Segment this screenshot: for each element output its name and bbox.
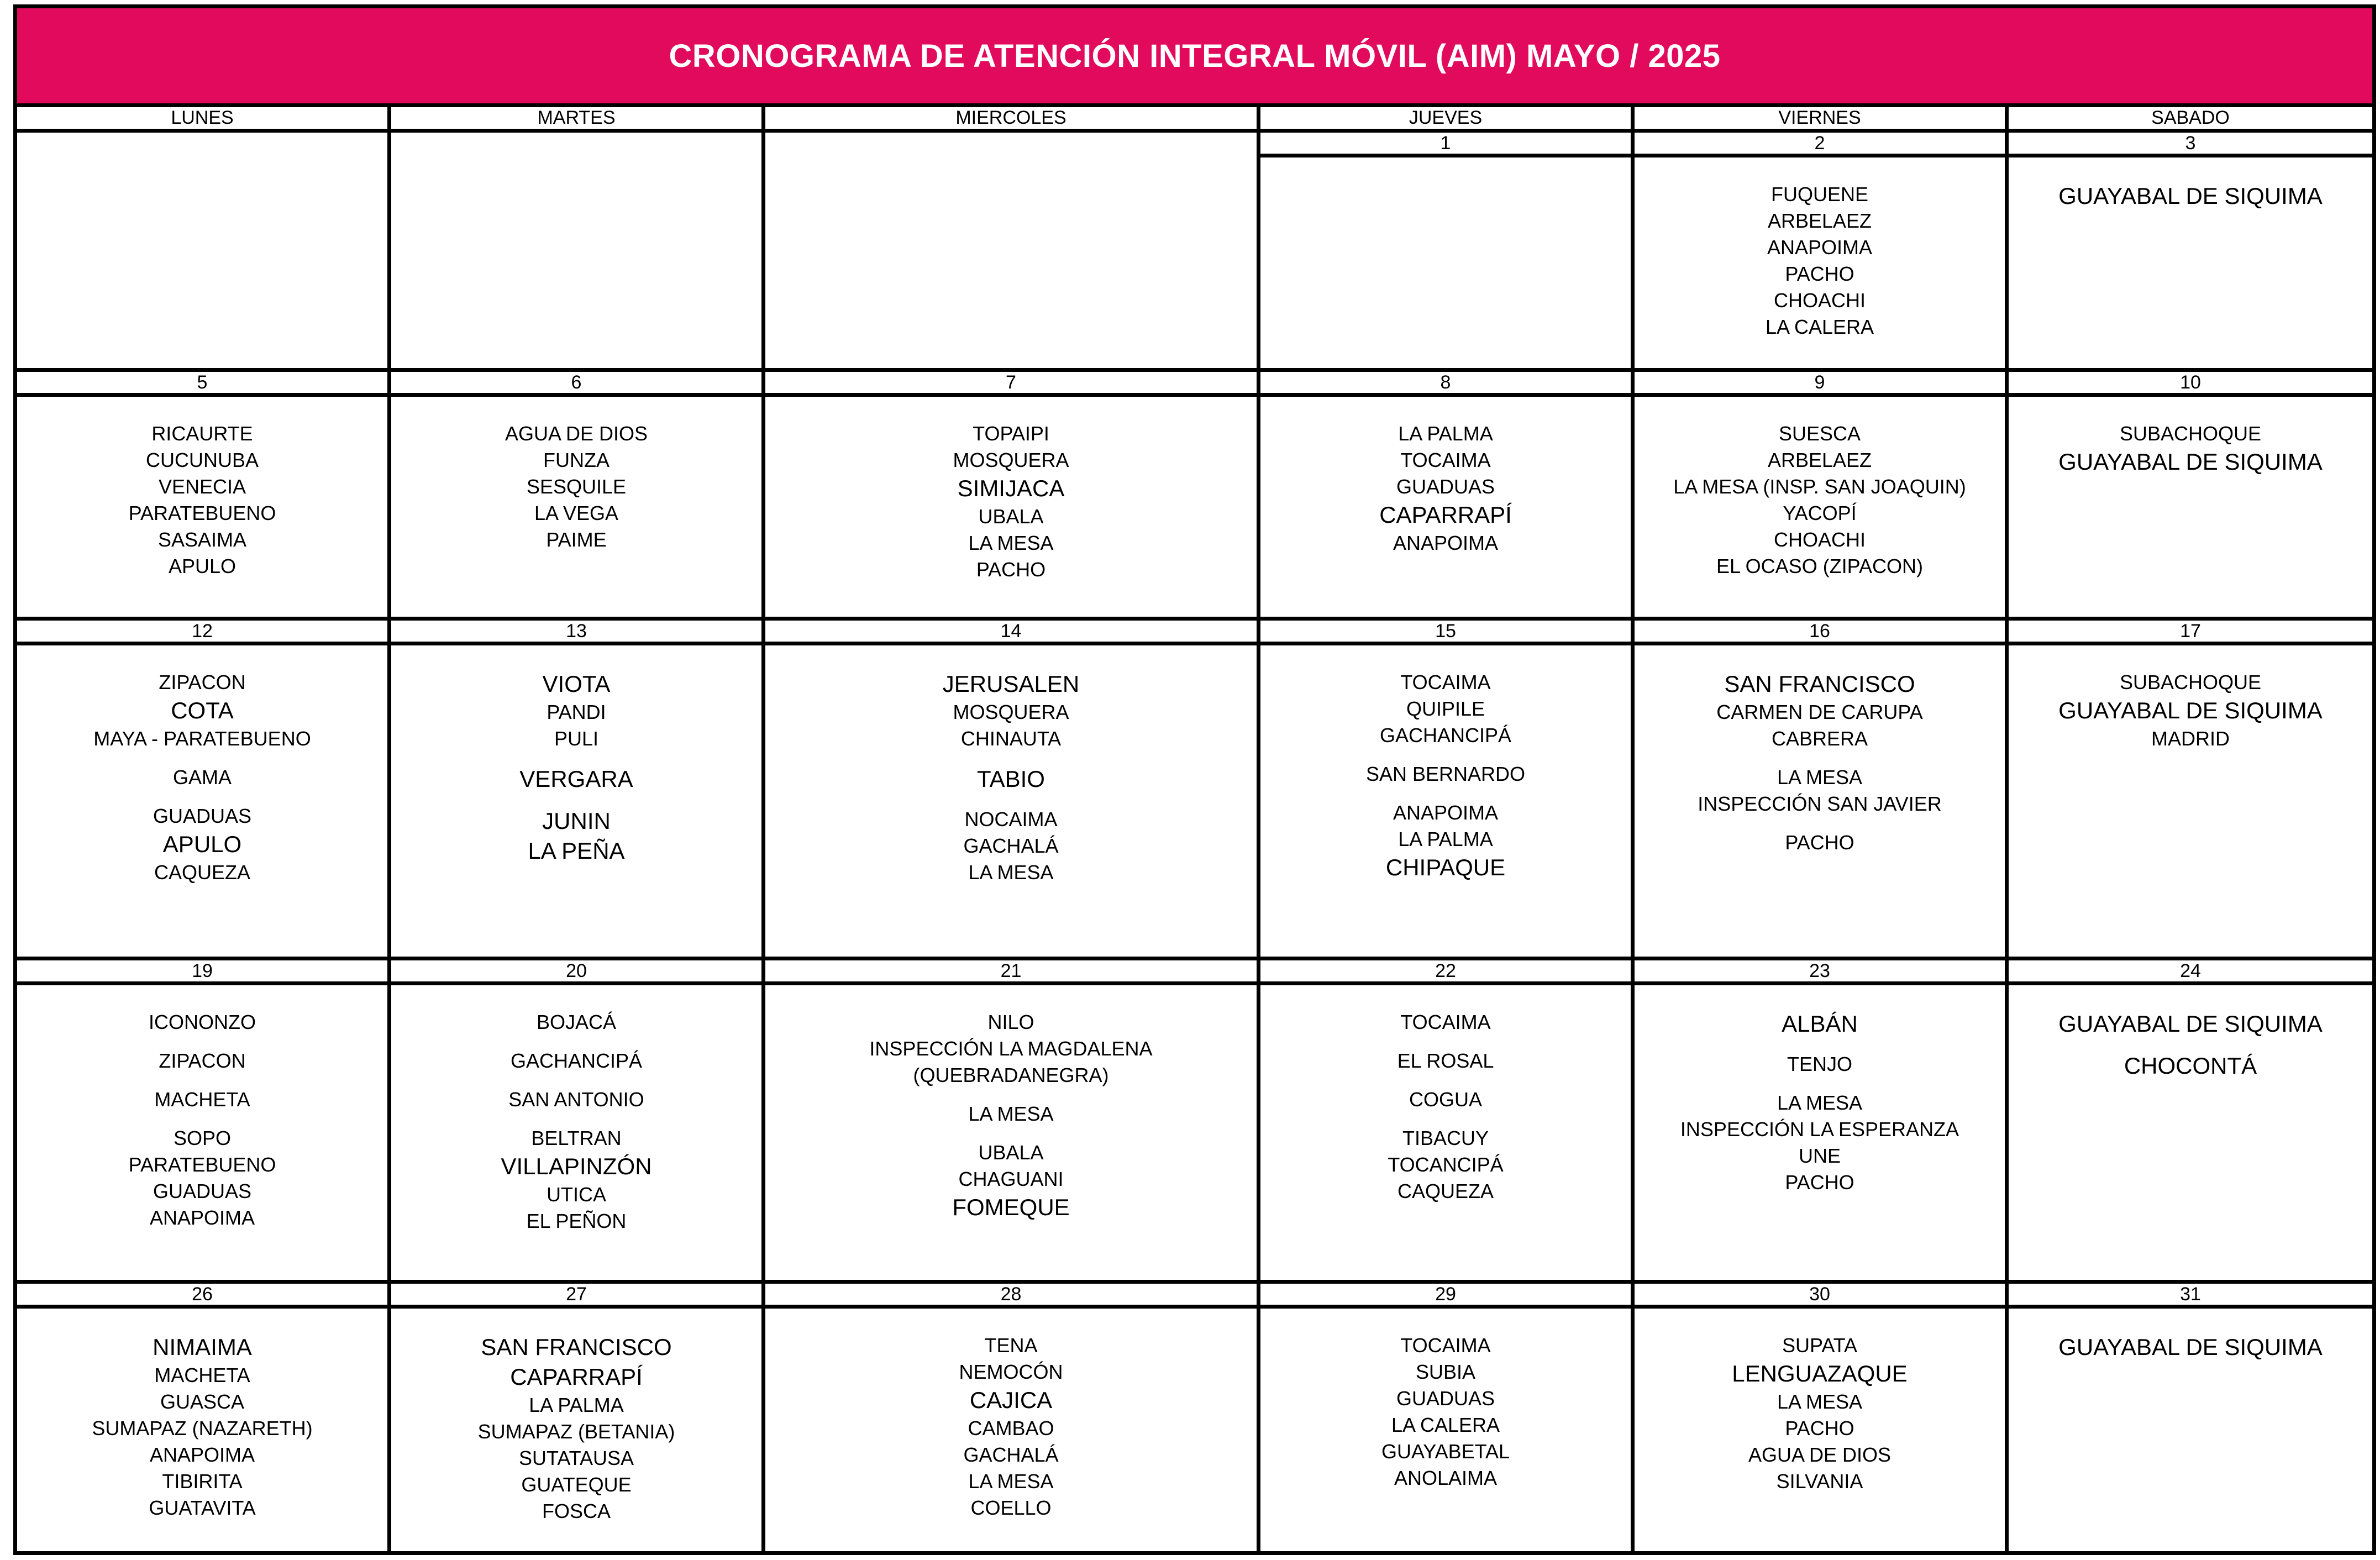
places-list [765, 669, 1257, 886]
place-name: INSPECCIÓN SAN JAVIER [1698, 792, 1942, 815]
place-name: MACHETA [154, 1088, 250, 1111]
place-name: SAN FRANCISCO [1724, 671, 1915, 697]
place-name: SIMIJACA [957, 475, 1065, 501]
place-name: GUADUAS [153, 1180, 252, 1202]
place-name: TIBACUY [1402, 1127, 1489, 1149]
title-bar [17, 8, 2372, 107]
day-cell [17, 960, 391, 1284]
day-number: 29 [1260, 1284, 1631, 1309]
place-name: PACHO [1785, 831, 1854, 854]
places-list [2009, 669, 2372, 752]
place-name: CHAGUANI [958, 1168, 1064, 1190]
place-name: CAMBAO [968, 1417, 1054, 1440]
day-cell [765, 960, 1260, 1284]
day-number: 8 [1260, 372, 1631, 397]
day-number: 17 [2009, 621, 2372, 645]
places-list [2009, 1332, 2372, 1362]
place-name: LA PALMA [529, 1394, 624, 1416]
day-name-miercoles: MIERCOLES [765, 107, 1260, 129]
places-list [765, 421, 1257, 583]
place-name: CAQUEZA [1397, 1180, 1494, 1202]
place-name: PULI [554, 727, 599, 750]
day-cell [1260, 372, 1635, 621]
place-name: PARATEBUENO [128, 502, 276, 524]
places-list [765, 1332, 1257, 1521]
place-name: CAJICA [969, 1387, 1053, 1413]
places-list [1260, 669, 1631, 883]
place-name: LA MESA [968, 861, 1054, 884]
place-name: FOMEQUE [952, 1194, 1070, 1220]
place-name: GUAYABETAL [1381, 1440, 1510, 1463]
week-divider [17, 617, 2372, 621]
week-divider [17, 368, 2372, 372]
place-name: JERUSALEN [942, 671, 1080, 697]
place-name: BOJACÁ [536, 1011, 617, 1033]
place-name: SUESCA [1778, 422, 1861, 445]
place-name: ANAPOIMA [1393, 801, 1499, 824]
place-name: GUAYABAL DE SIQUIMA [2058, 1011, 2323, 1037]
place-name: SILVANIA [1776, 1470, 1863, 1493]
place-name: GUADUAS [1396, 1387, 1495, 1410]
place-name: GACHALÁ [963, 834, 1059, 857]
places-list [391, 1009, 761, 1235]
day-number: 24 [2009, 960, 2372, 985]
place-name: NILO [987, 1011, 1034, 1033]
day-cell [2009, 621, 2372, 960]
places-list [2009, 1009, 2372, 1081]
place-name: TENA [984, 1334, 1038, 1357]
place-name: LA MESA [968, 1102, 1054, 1125]
place-name: CAPARRAPÍ [1379, 502, 1512, 528]
day-number: 12 [17, 621, 387, 645]
place-name: LA CALERA [1765, 316, 1874, 338]
day-cell [1635, 960, 2009, 1284]
place-name: ANAPOIMA [1393, 532, 1499, 554]
place-name: INSPECCIÓN LA ESPERANZA [1680, 1118, 1959, 1141]
day-number: 5 [17, 372, 387, 397]
place-name: SUMAPAZ (NAZARETH) [92, 1417, 313, 1440]
place-name: UBALA [978, 1141, 1044, 1164]
place-name: SUTATAUSA [518, 1447, 634, 1469]
day-number: 30 [1635, 1284, 2005, 1309]
day-number: 26 [17, 1284, 387, 1309]
place-name: ANOLAIMA [1394, 1467, 1498, 1489]
week-divider [17, 1280, 2372, 1284]
place-name: GACHANCIPÁ [510, 1049, 643, 1072]
day-cell [17, 621, 391, 960]
place-name: CABRERA [1771, 727, 1868, 750]
place-name: CARMEN DE CARUPA [1716, 701, 1923, 723]
day-cell [765, 133, 1260, 372]
place-name: GUAYABAL DE SIQUIMA [2058, 449, 2323, 475]
place-name: PACHO [1785, 1171, 1854, 1194]
day-cell [765, 372, 1260, 621]
day-cell [391, 960, 765, 1284]
place-name: TENJO [1787, 1053, 1852, 1075]
place-name: ARBELAEZ [1767, 209, 1872, 232]
places-list [2009, 421, 2372, 477]
day-cell [1260, 960, 1635, 1284]
place-name: COGUA [1409, 1088, 1482, 1111]
day-cell [765, 621, 1260, 960]
place-name: ANAPOIMA [1767, 236, 1873, 259]
day-cell [1260, 621, 1635, 960]
places-list [391, 669, 761, 866]
place-name: TABIO [977, 766, 1045, 792]
place-name: TOPAIPI [973, 422, 1049, 445]
place-name: LA MESA (INSP. SAN JOAQUIN) [1673, 475, 1966, 498]
place-name: SAN ANTONIO [508, 1088, 644, 1111]
day-name-sabado: SABADO [2151, 107, 2230, 128]
place-name: GUASCA [160, 1390, 245, 1413]
day-cell [1260, 133, 1635, 372]
place-name: FOSCA [542, 1500, 611, 1522]
place-name: JUNIN [542, 808, 611, 834]
day-cell [17, 372, 391, 621]
place-name: CHOCONTÁ [2124, 1053, 2257, 1079]
places-list [1260, 1009, 1631, 1205]
day-cell [1635, 621, 2009, 960]
day-number: 21 [765, 960, 1257, 985]
place-name: SOPO [173, 1127, 232, 1149]
place-name: SUBIA [1415, 1361, 1476, 1383]
places-list [391, 1332, 761, 1525]
place-name: GUATEQUE [521, 1473, 632, 1496]
place-name: MACHETA [154, 1364, 250, 1386]
place-name: EL ROSAL [1397, 1049, 1494, 1072]
place-name: PANDI [547, 701, 606, 723]
places-list [2009, 181, 2372, 211]
place-name: LA MESA [968, 1470, 1054, 1493]
place-name: VERGARA [519, 766, 633, 792]
week-row [17, 133, 2372, 372]
place-name: CHIPAQUE [1385, 854, 1506, 880]
place-name: AGUA DE DIOS [505, 422, 648, 445]
day-name-lunes: LUNES [17, 107, 391, 129]
place-name: LA MESA [968, 532, 1054, 554]
place-name: SUBACHOQUE [2119, 422, 2262, 445]
place-name: ZIPACON [159, 671, 246, 694]
day-cell [2009, 1284, 2372, 1551]
place-name: SASAIMA [157, 528, 247, 551]
day-cell [765, 1284, 1260, 1551]
day-cell [1260, 1284, 1635, 1551]
place-name: SUPATA [1782, 1334, 1858, 1357]
place-name: SESQUILE [526, 475, 627, 498]
places-list [1635, 421, 2005, 580]
place-name: ALBÁN [1782, 1011, 1858, 1037]
day-number: 6 [391, 372, 761, 397]
place-name: PARATEBUENO [128, 1153, 276, 1176]
places-list [1635, 1009, 2005, 1196]
place-name: INSPECCIÓN LA MAGDALENA [869, 1037, 1153, 1060]
day-cell [2009, 960, 2372, 1284]
page-title: CRONOGRAMA DE ATENCIÓN INTEGRAL MÓVIL (AIM) MAYO / 2025 [669, 38, 1721, 74]
place-name: TOCANCIPÁ [1388, 1153, 1504, 1176]
day-name-jueves: JUEVES [1260, 107, 1635, 129]
week-row [17, 372, 2372, 621]
place-name: SAN FRANCISCO [481, 1334, 672, 1360]
day-number: 22 [1260, 960, 1631, 985]
week-row [17, 621, 2372, 960]
place-name: VIOTA [542, 671, 611, 697]
place-name: FUNZA [543, 449, 610, 471]
places-list [391, 421, 761, 553]
day-number: 3 [2009, 133, 2372, 157]
place-name: GUAYABAL DE SIQUIMA [2058, 183, 2323, 209]
place-name: CUCUNUBA [145, 449, 259, 471]
place-name: YACOPÍ [1783, 502, 1857, 524]
day-cell [2009, 133, 2372, 372]
places-list [17, 669, 387, 886]
day-cell [1635, 1284, 2009, 1551]
week-divider [17, 957, 2372, 960]
place-name: ANAPOIMA [149, 1206, 255, 1229]
day-number: 13 [391, 621, 761, 645]
place-name: VENECIA [158, 475, 246, 498]
day-number: 16 [1635, 621, 2005, 645]
places-list [1635, 1332, 2005, 1495]
place-name: UNE [1798, 1144, 1841, 1167]
day-cell [2009, 372, 2372, 621]
place-name: TOCAIMA [1400, 1334, 1491, 1357]
place-name: MOSQUERA [953, 701, 1069, 723]
place-name: PACHO [976, 558, 1046, 581]
day-number: 15 [1260, 621, 1631, 645]
place-name: NOCAIMA [964, 808, 1058, 831]
places-list [1260, 1332, 1631, 1491]
place-name: AGUA DE DIOS [1748, 1443, 1892, 1466]
place-name: CHOACHI [1773, 528, 1866, 551]
place-name: BELTRAN [531, 1127, 622, 1149]
day-number: 1 [1260, 133, 1631, 157]
day-number: 23 [1635, 960, 2005, 985]
place-name: LA MESA [1777, 766, 1863, 789]
places-list [17, 1332, 387, 1521]
place-name: ARBELAEZ [1767, 449, 1872, 471]
place-name: LA PEÑA [528, 838, 625, 864]
week-row [17, 1284, 2372, 1551]
place-name: SUMAPAZ (BETANIA) [477, 1420, 675, 1443]
day-cell [391, 1284, 765, 1551]
place-name: GUADUAS [153, 805, 252, 827]
place-name: QUIPILE [1406, 697, 1485, 720]
place-name: TOCAIMA [1400, 671, 1491, 694]
day-number: 31 [2009, 1284, 2372, 1309]
place-name: APULO [168, 555, 237, 577]
day-name-martes: MARTES [391, 107, 765, 129]
place-name: GUAYABAL DE SIQUIMA [2058, 697, 2323, 723]
place-name: UBALA [978, 505, 1044, 528]
day-cell [1635, 133, 2009, 372]
place-name: APULO [162, 831, 242, 857]
day-number: 20 [391, 960, 761, 985]
place-name: LENGUAZAQUE [1732, 1361, 1908, 1386]
place-name: EL OCASO (ZIPACON) [1716, 555, 1924, 577]
place-name: SUBACHOQUE [2119, 671, 2262, 694]
place-name: NIMAIMA [153, 1334, 252, 1360]
place-name: GUATAVITA [149, 1496, 256, 1519]
place-name: GUAYABAL DE SIQUIMA [2058, 1334, 2323, 1360]
place-name: LA PALMA [1398, 422, 1493, 445]
place-name: ZIPACON [159, 1049, 246, 1072]
calendar-sheet [13, 4, 2376, 1555]
day-cell [17, 1284, 391, 1551]
place-name: LA VEGA [534, 502, 619, 524]
place-name: RICAURTE [151, 422, 253, 445]
place-name: PACHO [1785, 262, 1854, 285]
place-name: FUQUENE [1770, 183, 1868, 206]
day-number: 7 [765, 372, 1257, 397]
week-row [17, 960, 2372, 1284]
place-name: TIBIRITA [162, 1470, 243, 1493]
day-number: 28 [765, 1284, 1257, 1309]
places-list [765, 1009, 1257, 1222]
place-name: PAIME [546, 528, 607, 551]
day-cell [391, 621, 765, 960]
day-name-viernes: VIERNES [1635, 107, 2009, 129]
places-list [17, 421, 387, 580]
day-cell [391, 133, 765, 372]
day-cell [1635, 372, 2009, 621]
place-name: GAMA [172, 766, 232, 789]
day-cell [17, 133, 391, 372]
place-name: TOCAIMA [1400, 1011, 1491, 1033]
place-name: LA CALERA [1391, 1414, 1500, 1436]
place-name: ICONONZO [149, 1011, 256, 1033]
place-name: CAPARRAPÍ [510, 1364, 643, 1390]
place-name: VILLAPINZÓN [501, 1153, 652, 1179]
place-name: GACHANCIPÁ [1379, 724, 1512, 747]
place-name: (QUEBRADANEGRA) [913, 1064, 1109, 1086]
place-name: MAYA - PARATEBUENO [93, 727, 311, 750]
place-name: CHOACHI [1773, 289, 1866, 312]
day-number: 10 [2009, 372, 2372, 397]
day-number: 14 [765, 621, 1257, 645]
place-name: GACHALÁ [963, 1443, 1059, 1466]
place-name: LA MESA [1777, 1390, 1863, 1413]
place-name: COELLO [970, 1496, 1052, 1519]
place-name: TOCAIMA [1400, 449, 1491, 471]
place-name: UTICA [547, 1183, 606, 1206]
place-name: EL PEÑON [526, 1210, 627, 1232]
place-name: MOSQUERA [953, 449, 1069, 471]
places-list [1635, 181, 2005, 340]
places-list [1635, 669, 2005, 856]
place-name: LA MESA [1777, 1091, 1863, 1114]
places-list [17, 1009, 387, 1231]
place-name: SAN BERNARDO [1365, 763, 1526, 785]
place-name: CAQUEZA [154, 861, 251, 884]
place-name: ANAPOIMA [149, 1443, 255, 1466]
day-number: 19 [17, 960, 387, 985]
day-number: 2 [1635, 133, 2005, 157]
place-name: NEMOCÓN [959, 1361, 1063, 1383]
place-name: CHINAUTA [960, 727, 1062, 750]
day-number: 27 [391, 1284, 761, 1309]
place-name: PACHO [1785, 1417, 1854, 1440]
place-name: COTA [171, 697, 234, 723]
places-list [1260, 421, 1631, 556]
day-number: 9 [1635, 372, 2005, 397]
place-name: LA PALMA [1398, 828, 1493, 850]
place-name: MADRID [2151, 727, 2230, 750]
place-name: GUADUAS [1396, 475, 1495, 498]
day-cell [391, 372, 765, 621]
day-names-row [17, 107, 2372, 133]
